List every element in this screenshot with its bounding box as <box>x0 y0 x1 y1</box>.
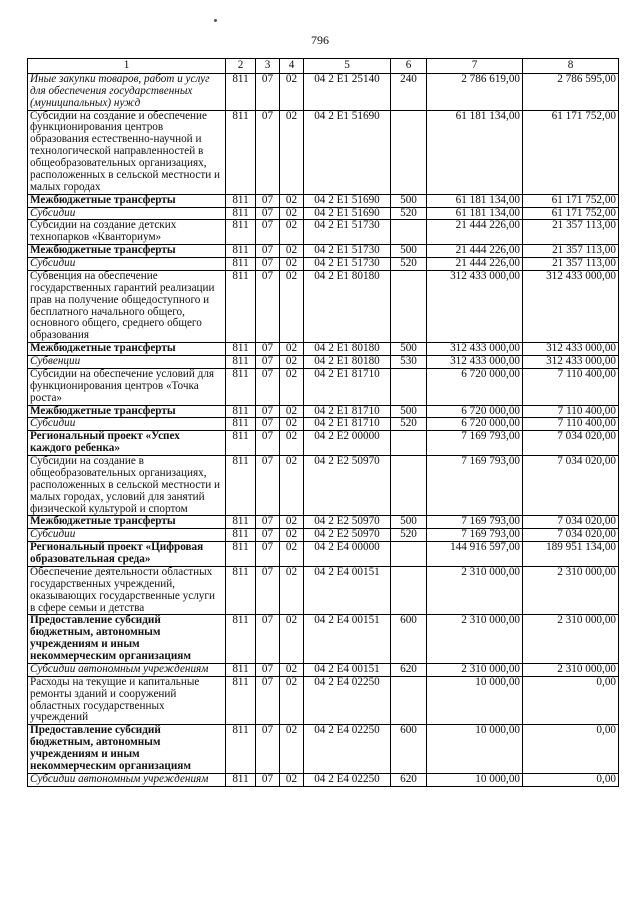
expense-type-code-cell <box>391 431 427 456</box>
amount-year-2-cell: 61 171 752,00 <box>523 110 619 194</box>
amount-year-2-cell: 21 357 113,00 <box>523 220 619 245</box>
expense-type-code-cell <box>391 270 427 342</box>
table-row <box>28 418 619 431</box>
table-row <box>28 456 619 516</box>
department-code-cell: 811 <box>226 245 256 258</box>
expense-type-code-cell <box>391 542 427 567</box>
row-name-cell: Региональный проект «Цифровая образовательная среда» <box>28 542 226 567</box>
expense-type-code-cell: 500 <box>391 343 427 356</box>
amount-year-1-cell: 10 000,00 <box>427 676 523 725</box>
target-item-code-cell: 04 2 E1 80180 <box>304 343 391 356</box>
amount-year-2-cell: 2 310 000,00 <box>523 663 619 676</box>
target-item-code-cell: 04 2 E2 50970 <box>304 529 391 542</box>
scan-speck <box>214 19 217 22</box>
amount-year-2-cell: 21 357 113,00 <box>523 258 619 271</box>
subsection-code-cell: 02 <box>280 258 304 271</box>
row-name-cell: Межбюджетные трансферты <box>28 245 226 258</box>
row-name-cell: Предоставление субсидий бюджетным, автономным учреждениям и иным некоммерческим организациям <box>28 615 226 664</box>
section-code-cell: 07 <box>256 207 280 220</box>
amount-year-2-cell: 61 171 752,00 <box>523 194 619 207</box>
amount-year-1-cell: 10 000,00 <box>427 773 523 786</box>
department-code-cell: 811 <box>226 615 256 664</box>
table-row <box>28 566 619 615</box>
row-name-cell: Субсидии <box>28 529 226 542</box>
amount-year-2-cell: 0,00 <box>523 773 619 786</box>
table-row <box>28 343 619 356</box>
subsection-code-cell: 02 <box>280 456 304 516</box>
target-item-code-cell: 04 2 E4 00000 <box>304 542 391 567</box>
amount-year-1-cell: 61 181 134,00 <box>427 194 523 207</box>
page-number: 796 <box>311 33 329 47</box>
amount-year-1-cell: 6 720 000,00 <box>427 418 523 431</box>
section-code-cell: 07 <box>256 566 280 615</box>
column-number: 6 <box>391 59 427 74</box>
expense-type-code-cell: 520 <box>391 418 427 431</box>
section-code-cell: 07 <box>256 663 280 676</box>
target-item-code-cell: 04 2 E4 02250 <box>304 676 391 725</box>
department-code-cell: 811 <box>226 676 256 725</box>
table-row <box>28 258 619 271</box>
target-item-code-cell: 04 2 E4 00151 <box>304 663 391 676</box>
subsection-code-cell: 02 <box>280 73 304 110</box>
target-item-code-cell: 04 2 E1 51690 <box>304 207 391 220</box>
subsection-code-cell: 02 <box>280 368 304 405</box>
amount-year-2-cell: 2 310 000,00 <box>523 566 619 615</box>
target-item-code-cell: 04 2 E1 81710 <box>304 418 391 431</box>
expense-type-code-cell <box>391 566 427 615</box>
table-row <box>28 368 619 405</box>
department-code-cell: 811 <box>226 516 256 529</box>
target-item-code-cell: 04 2 E1 80180 <box>304 270 391 342</box>
table-row <box>28 110 619 194</box>
row-name-cell: Межбюджетные трансферты <box>28 516 226 529</box>
amount-year-1-cell: 2 786 619,00 <box>427 73 523 110</box>
amount-year-1-cell: 7 169 793,00 <box>427 456 523 516</box>
subsection-code-cell: 02 <box>280 343 304 356</box>
section-code-cell: 07 <box>256 343 280 356</box>
row-name-cell: Субсидии на обеспечение условий для функционирования центров «Точка роста» <box>28 368 226 405</box>
department-code-cell: 811 <box>226 566 256 615</box>
target-item-code-cell: 04 2 E1 51690 <box>304 194 391 207</box>
row-name-cell: Расходы на текущие и капитальные ремонты зданий и сооружений областных государственных учреждений <box>28 676 226 725</box>
table-row <box>28 615 619 664</box>
column-number: 2 <box>226 59 256 74</box>
amount-year-1-cell: 2 310 000,00 <box>427 615 523 664</box>
department-code-cell: 811 <box>226 663 256 676</box>
row-name-cell: Обеспечение деятельности областных государственных учреждений, оказывающих государственные услуги в сфере семьи и детства <box>28 566 226 615</box>
target-item-code-cell: 04 2 E2 50970 <box>304 456 391 516</box>
subsection-code-cell: 02 <box>280 529 304 542</box>
amount-year-1-cell: 61 181 134,00 <box>427 110 523 194</box>
amount-year-1-cell: 312 433 000,00 <box>427 356 523 369</box>
budget-table <box>27 58 619 787</box>
section-code-cell: 07 <box>256 615 280 664</box>
department-code-cell: 811 <box>226 405 256 418</box>
row-name-cell: Субсидии на создание детских технопарков «Кванториум» <box>28 220 226 245</box>
section-code-cell: 07 <box>256 368 280 405</box>
section-code-cell: 07 <box>256 405 280 418</box>
expense-type-code-cell <box>391 676 427 725</box>
expense-type-code-cell: 600 <box>391 725 427 774</box>
expense-type-code-cell <box>391 368 427 405</box>
section-code-cell: 07 <box>256 418 280 431</box>
column-number: 8 <box>523 59 619 74</box>
target-item-code-cell: 04 2 E2 00000 <box>304 431 391 456</box>
table-row <box>28 725 619 774</box>
section-code-cell: 07 <box>256 456 280 516</box>
section-code-cell: 07 <box>256 73 280 110</box>
amount-year-2-cell: 21 357 113,00 <box>523 245 619 258</box>
department-code-cell: 811 <box>226 110 256 194</box>
department-code-cell: 811 <box>226 456 256 516</box>
section-code-cell: 07 <box>256 270 280 342</box>
row-name-cell: Субсидии автономным учреждениям <box>28 773 226 786</box>
expense-type-code-cell: 520 <box>391 207 427 220</box>
section-code-cell: 07 <box>256 220 280 245</box>
amount-year-2-cell: 7 110 400,00 <box>523 405 619 418</box>
amount-year-1-cell: 312 433 000,00 <box>427 343 523 356</box>
amount-year-1-cell: 6 720 000,00 <box>427 368 523 405</box>
amount-year-1-cell: 7 169 793,00 <box>427 431 523 456</box>
department-code-cell: 811 <box>226 418 256 431</box>
amount-year-1-cell: 6 720 000,00 <box>427 405 523 418</box>
subsection-code-cell: 02 <box>280 418 304 431</box>
amount-year-2-cell: 312 433 000,00 <box>523 343 619 356</box>
subsection-code-cell: 02 <box>280 773 304 786</box>
section-code-cell: 07 <box>256 356 280 369</box>
expense-type-code-cell: 600 <box>391 615 427 664</box>
expense-type-code-cell: 620 <box>391 663 427 676</box>
row-name-cell: Субсидии автономным учреждениям <box>28 663 226 676</box>
section-code-cell: 07 <box>256 245 280 258</box>
table-row <box>28 73 619 110</box>
department-code-cell: 811 <box>226 220 256 245</box>
column-number: 1 <box>28 59 226 74</box>
table-row <box>28 773 619 786</box>
row-name-cell: Субсидии на создание в общеобразовательных организациях, расположенных в сельской местности и малых городах, условий для занятий физической культурой и спортом <box>28 456 226 516</box>
table-row <box>28 207 619 220</box>
subsection-code-cell: 02 <box>280 245 304 258</box>
section-code-cell: 07 <box>256 725 280 774</box>
amount-year-2-cell: 0,00 <box>523 676 619 725</box>
column-number: 5 <box>304 59 391 74</box>
amount-year-2-cell: 189 951 134,00 <box>523 542 619 567</box>
section-code-cell: 07 <box>256 529 280 542</box>
target-item-code-cell: 04 2 E4 02250 <box>304 725 391 774</box>
section-code-cell: 07 <box>256 676 280 725</box>
subsection-code-cell: 02 <box>280 676 304 725</box>
amount-year-1-cell: 7 169 793,00 <box>427 529 523 542</box>
table-row <box>28 220 619 245</box>
table-row <box>28 529 619 542</box>
amount-year-2-cell: 7 034 020,00 <box>523 529 619 542</box>
target-item-code-cell: 04 2 E4 00151 <box>304 615 391 664</box>
target-item-code-cell: 04 2 E1 80180 <box>304 356 391 369</box>
row-name-cell: Межбюджетные трансферты <box>28 343 226 356</box>
department-code-cell: 811 <box>226 270 256 342</box>
department-code-cell: 811 <box>226 207 256 220</box>
expense-type-code-cell <box>391 220 427 245</box>
department-code-cell: 811 <box>226 529 256 542</box>
table-row <box>28 270 619 342</box>
subsection-code-cell: 02 <box>280 431 304 456</box>
expense-type-code-cell: 240 <box>391 73 427 110</box>
department-code-cell: 811 <box>226 258 256 271</box>
amount-year-2-cell: 7 110 400,00 <box>523 368 619 405</box>
target-item-code-cell: 04 2 E1 51730 <box>304 258 391 271</box>
target-item-code-cell: 04 2 E1 81710 <box>304 405 391 418</box>
row-name-cell: Субвенции <box>28 356 226 369</box>
amount-year-1-cell: 7 169 793,00 <box>427 516 523 529</box>
amount-year-1-cell: 2 310 000,00 <box>427 663 523 676</box>
column-number-row <box>28 59 619 74</box>
table-row <box>28 405 619 418</box>
section-code-cell: 07 <box>256 194 280 207</box>
department-code-cell: 811 <box>226 343 256 356</box>
department-code-cell: 811 <box>226 194 256 207</box>
expense-type-code-cell: 530 <box>391 356 427 369</box>
column-number: 3 <box>256 59 280 74</box>
amount-year-2-cell: 0,00 <box>523 725 619 774</box>
department-code-cell: 811 <box>226 73 256 110</box>
amount-year-1-cell: 21 444 226,00 <box>427 220 523 245</box>
department-code-cell: 811 <box>226 368 256 405</box>
expense-type-code-cell: 500 <box>391 245 427 258</box>
expense-type-code-cell: 500 <box>391 194 427 207</box>
target-item-code-cell: 04 2 E1 51730 <box>304 245 391 258</box>
column-number: 4 <box>280 59 304 74</box>
amount-year-1-cell: 312 433 000,00 <box>427 270 523 342</box>
expense-type-code-cell: 520 <box>391 529 427 542</box>
row-name-cell: Иные закупки товаров, работ и услуг для обеспечения государственных (муниципальных) нужд <box>28 73 226 110</box>
department-code-cell: 811 <box>226 773 256 786</box>
row-name-cell: Субсидии <box>28 418 226 431</box>
amount-year-2-cell: 2 310 000,00 <box>523 615 619 664</box>
department-code-cell: 811 <box>226 542 256 567</box>
amount-year-1-cell: 2 310 000,00 <box>427 566 523 615</box>
expense-type-code-cell: 500 <box>391 516 427 529</box>
row-name-cell: Межбюджетные трансферты <box>28 194 226 207</box>
amount-year-2-cell: 7 110 400,00 <box>523 418 619 431</box>
table-row <box>28 431 619 456</box>
amount-year-2-cell: 7 034 020,00 <box>523 516 619 529</box>
expense-type-code-cell: 620 <box>391 773 427 786</box>
row-name-cell: Субсидии <box>28 207 226 220</box>
table-row <box>28 542 619 567</box>
table-row <box>28 663 619 676</box>
amount-year-1-cell: 21 444 226,00 <box>427 258 523 271</box>
expense-type-code-cell: 500 <box>391 405 427 418</box>
row-name-cell: Субсидии <box>28 258 226 271</box>
table-row <box>28 194 619 207</box>
target-item-code-cell: 04 2 E4 02250 <box>304 773 391 786</box>
amount-year-1-cell: 144 916 597,00 <box>427 542 523 567</box>
amount-year-2-cell: 7 034 020,00 <box>523 431 619 456</box>
table-row <box>28 245 619 258</box>
subsection-code-cell: 02 <box>280 356 304 369</box>
row-name-cell: Региональный проект «Успех каждого ребенка» <box>28 431 226 456</box>
subsection-code-cell: 02 <box>280 516 304 529</box>
target-item-code-cell: 04 2 E2 50970 <box>304 516 391 529</box>
column-number: 7 <box>427 59 523 74</box>
row-name-cell: Субвенция на обеспечение государственных гарантий реализации прав на получение общедоступного и бесплатного начального общего, основного общего, среднего общего образования <box>28 270 226 342</box>
row-name-cell: Межбюджетные трансферты <box>28 405 226 418</box>
subsection-code-cell: 02 <box>280 220 304 245</box>
table-row <box>28 356 619 369</box>
department-code-cell: 811 <box>226 431 256 456</box>
subsection-code-cell: 02 <box>280 725 304 774</box>
section-code-cell: 07 <box>256 258 280 271</box>
subsection-code-cell: 02 <box>280 405 304 418</box>
subsection-code-cell: 02 <box>280 270 304 342</box>
table-row <box>28 676 619 725</box>
amount-year-2-cell: 61 171 752,00 <box>523 207 619 220</box>
department-code-cell: 811 <box>226 356 256 369</box>
table-row <box>28 516 619 529</box>
amount-year-2-cell: 7 034 020,00 <box>523 456 619 516</box>
amount-year-1-cell: 10 000,00 <box>427 725 523 774</box>
subsection-code-cell: 02 <box>280 194 304 207</box>
amount-year-2-cell: 312 433 000,00 <box>523 270 619 342</box>
section-code-cell: 07 <box>256 110 280 194</box>
expense-type-code-cell <box>391 110 427 194</box>
target-item-code-cell: 04 2 E1 51690 <box>304 110 391 194</box>
target-item-code-cell: 04 2 E1 25140 <box>304 73 391 110</box>
subsection-code-cell: 02 <box>280 663 304 676</box>
subsection-code-cell: 02 <box>280 542 304 567</box>
subsection-code-cell: 02 <box>280 110 304 194</box>
target-item-code-cell: 04 2 E1 51730 <box>304 220 391 245</box>
subsection-code-cell: 02 <box>280 566 304 615</box>
amount-year-2-cell: 2 786 595,00 <box>523 73 619 110</box>
expense-type-code-cell: 520 <box>391 258 427 271</box>
row-name-cell: Субсидии на создание и обеспечение функционирования центров образования естественно-научной и технологической направленностей в общеобразовательных организациях, расположенных в сельской местности и малых городах <box>28 110 226 194</box>
amount-year-1-cell: 61 181 134,00 <box>427 207 523 220</box>
target-item-code-cell: 04 2 E1 81710 <box>304 368 391 405</box>
department-code-cell: 811 <box>226 725 256 774</box>
amount-year-2-cell: 312 433 000,00 <box>523 356 619 369</box>
table-body <box>28 59 619 787</box>
section-code-cell: 07 <box>256 542 280 567</box>
section-code-cell: 07 <box>256 431 280 456</box>
target-item-code-cell: 04 2 E4 00151 <box>304 566 391 615</box>
section-code-cell: 07 <box>256 516 280 529</box>
subsection-code-cell: 02 <box>280 207 304 220</box>
row-name-cell: Предоставление субсидий бюджетным, автономным учреждениям и иным некоммерческим организациям <box>28 725 226 774</box>
amount-year-1-cell: 21 444 226,00 <box>427 245 523 258</box>
expense-type-code-cell <box>391 456 427 516</box>
subsection-code-cell: 02 <box>280 615 304 664</box>
section-code-cell: 07 <box>256 773 280 786</box>
